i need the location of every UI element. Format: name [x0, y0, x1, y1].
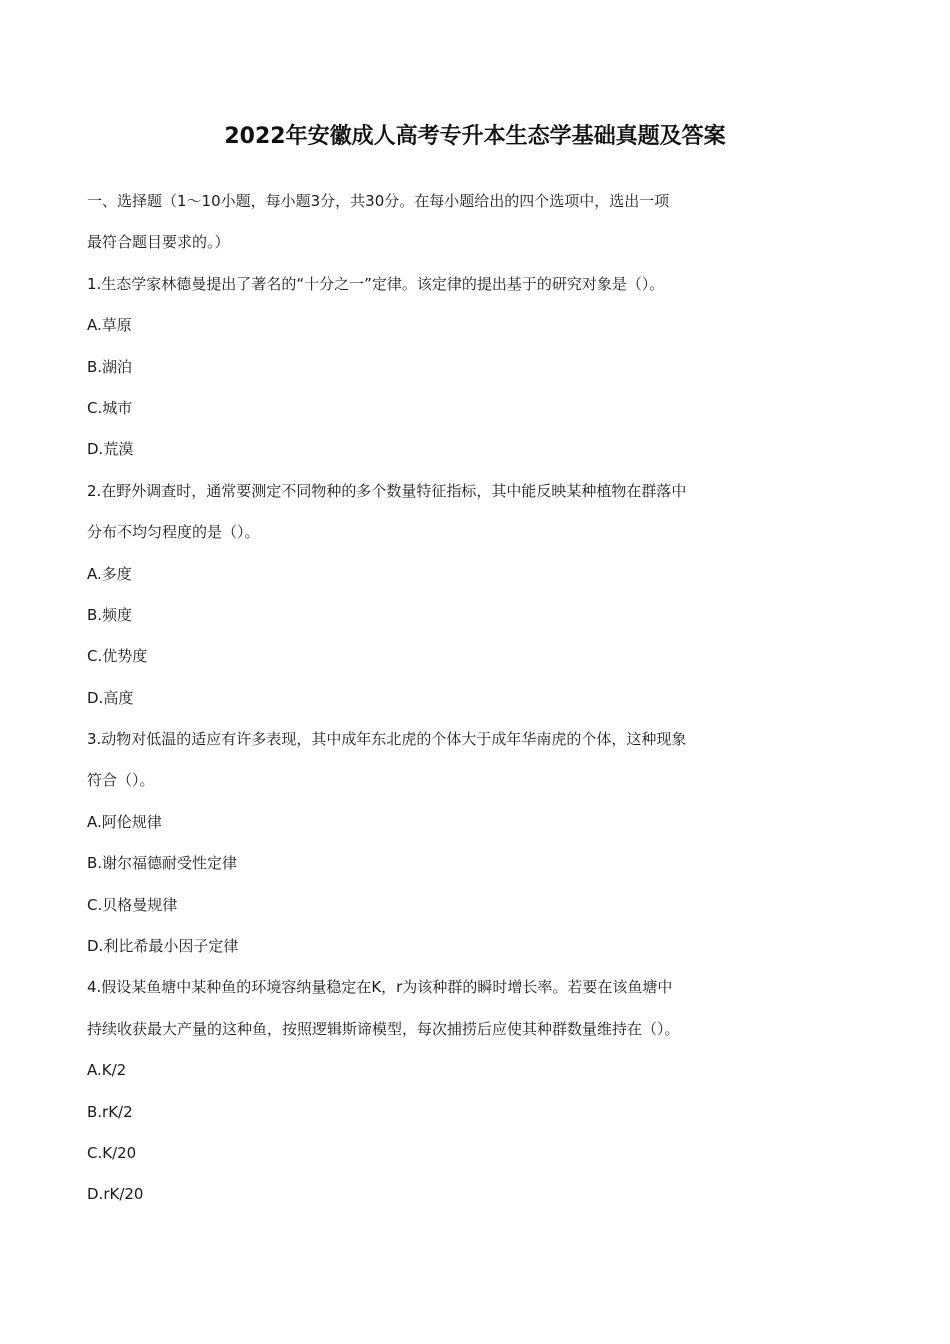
question-4 [87, 967, 787, 1215]
option-b: B.湖泊 [87, 357, 133, 376]
option-d: D.利比希最小因子定律 [87, 937, 239, 956]
question-stem: 1.生态学家林德曼提出了著名的“十分之一”定律。该定律的提出基于的研究对象是（）。 [87, 274, 665, 293]
option-c: C.优势度 [87, 647, 148, 666]
question-3 [87, 719, 787, 967]
question-stem-continued: 持续收获最大产量的这种鱼，按照逻辑斯谛模型，每次捕捞后应使其种群数量维持在（）。 [87, 1019, 680, 1038]
option-d: D.高度 [87, 688, 134, 707]
question-stem: 2.在野外调查时，通常要测定不同物种的多个数量特征指标，其中能反映某种植物在群落中 [87, 481, 687, 500]
section-heading-line-2: 最符合题目要求的。） [87, 233, 230, 252]
option-d: D.rK/20 [87, 1185, 144, 1204]
option-a: A.多度 [87, 564, 132, 583]
option-a: A.K/2 [87, 1061, 127, 1080]
question-stem: 3.动物对低温的适应有许多表现，其中成年东北虎的个体大于成年华南虎的个体，这种现象 [87, 730, 687, 749]
option-a: A.阿伦规律 [87, 812, 162, 831]
option-c: C.K/20 [87, 1143, 137, 1162]
option-b: B.谢尔福德耐受性定律 [87, 854, 238, 873]
question-1 [87, 264, 787, 471]
document-body [87, 181, 787, 1216]
document-title: 2022年安徽成人高考专升本生态学基础真题及答案 [224, 124, 726, 149]
option-a: A.草原 [87, 316, 132, 335]
question-2 [87, 471, 787, 719]
question-stem-continued: 分布不均匀程度的是（）。 [87, 523, 260, 542]
option-c: C.贝格曼规律 [87, 895, 178, 914]
option-c: C.城市 [87, 398, 133, 417]
question-stem-continued: 符合（）。 [87, 771, 155, 790]
section-heading-line-1: 一、选择题（1〜10小题，每小题3分，共30分。在每小题给出的四个选项中，选出一项 [87, 192, 670, 210]
option-b: B.频度 [87, 605, 133, 624]
option-b: B.rK/2 [87, 1102, 133, 1121]
option-d: D.荒漠 [87, 440, 134, 459]
question-stem: 4.假设某鱼塘中某种鱼的环境容纳量稳定在K，r为该种群的瞬时增长率。若要在该鱼塘中 [87, 978, 673, 997]
